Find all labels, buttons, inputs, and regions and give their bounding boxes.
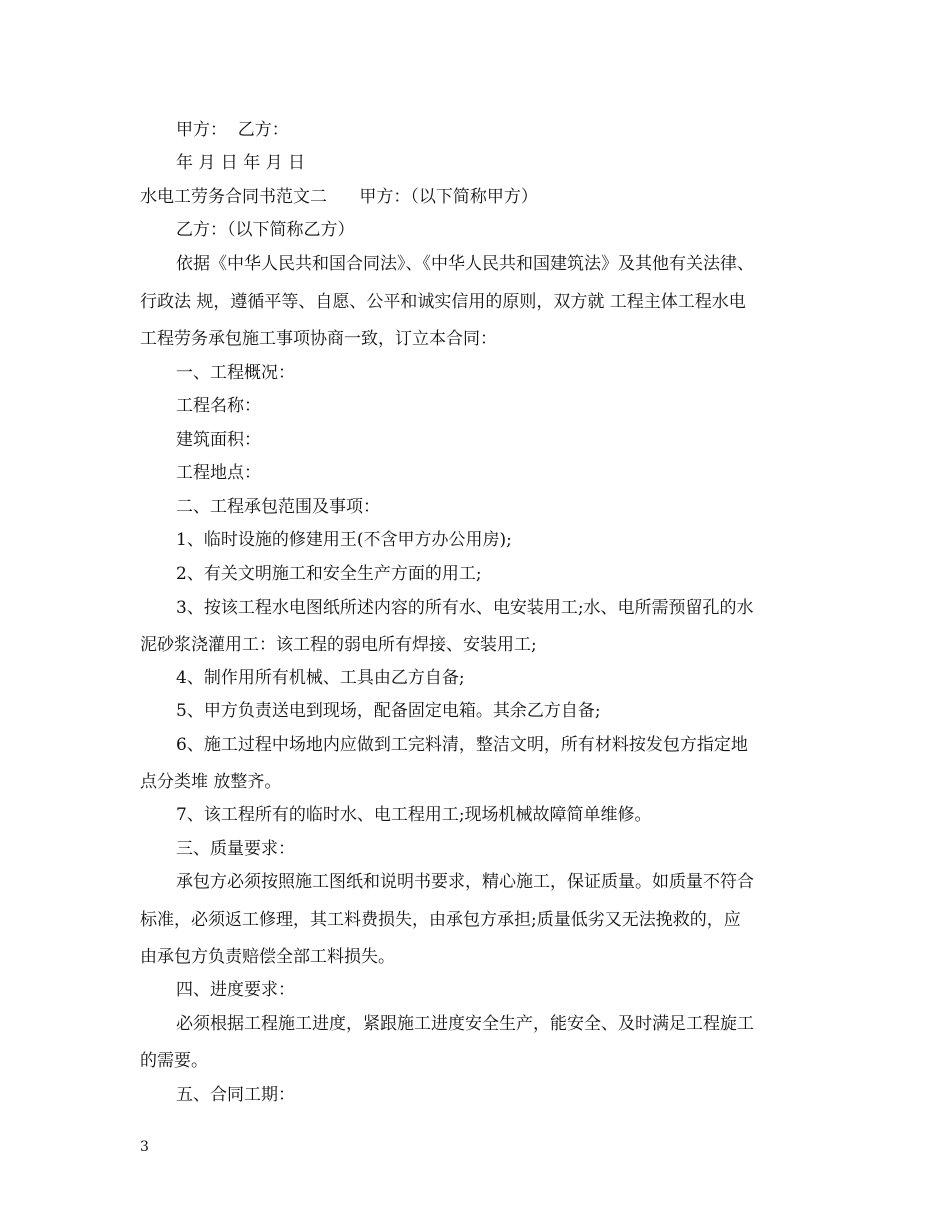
- field-label: 工程地点：: [176, 463, 261, 483]
- paragraph-line: 标准，必须返工修理，其工料费损失，由承包方承担;质量低劣又无法挽救的，应: [140, 910, 741, 930]
- field-label: 工程名称：: [176, 396, 261, 416]
- list-item: 7、该工程所有的临时水、电工程用工;现场机械故障简单维修。: [176, 805, 652, 825]
- section-heading: 二、工程承包范围及事项：: [176, 497, 380, 517]
- list-item: 1、临时设施的修建用王(不含甲方办公用房);: [176, 530, 512, 550]
- section-heading: 五、合同工期：: [176, 1085, 295, 1105]
- field-label: 建筑面积：: [176, 430, 261, 450]
- signature-date-line: 年 月 日 年 月 日: [176, 153, 306, 173]
- party-b-line: 乙方：（以下简称乙方）: [176, 220, 355, 240]
- list-item: 3、按该工程水电图纸所述内容的所有水、电安装用工;水、电所需预留孔的水: [176, 598, 754, 618]
- paragraph-line: 工程劳务承包施工事项协商一致，订立本合同：: [140, 329, 497, 349]
- paragraph-line: 的需要。: [140, 1051, 208, 1071]
- section-heading: 一、工程概况：: [176, 363, 295, 383]
- list-item: 4、制作用所有机械、工具由乙方自备;: [176, 668, 465, 688]
- paragraph-line: 依据《中华人民共和国合同法》、《中华人民共和国建筑法》及其他有关法律、: [176, 254, 754, 274]
- paragraph-line: 行政法 规，遵循平等、自愿、公平和诚实信用的原则，双方就 工程主体工程水电: [140, 292, 746, 312]
- list-item: 2、有关文明施工和安全生产方面的用工;: [176, 564, 482, 584]
- list-item: 5、甲方负责送电到现场，配备固定电箱。其余乙方自备;: [176, 701, 601, 721]
- paragraph-line: 承包方必须按照施工图纸和说明书要求，精心施工，保证质量。如质量不符合: [176, 872, 754, 892]
- paragraph-line: 必须根据工程施工进度，紧跟施工进度安全生产，能安全、及时满足工程旋工: [176, 1014, 754, 1034]
- list-item-continuation: 点分类堆 放整齐。: [140, 772, 282, 792]
- signature-parties-line: 甲方： 乙方：: [176, 120, 289, 140]
- page-number: 3: [140, 1139, 149, 1155]
- list-item: 6、施工过程中场地内应做到工完料清，整洁文明，所有材料按发包方指定地: [176, 735, 748, 755]
- section-heading: 四、进度要求：: [176, 980, 295, 1000]
- paragraph-line: 由承包方负责赔偿全部工料损失。: [140, 947, 395, 967]
- list-item-continuation: 泥砂浆浇灌用工：该工程的弱电所有焊接、安装用工;: [140, 635, 537, 655]
- section-heading: 三、质量要求：: [176, 839, 295, 859]
- contract-title-line: 水电工劳务合同书范文二 甲方：（以下简称甲方）: [140, 187, 538, 207]
